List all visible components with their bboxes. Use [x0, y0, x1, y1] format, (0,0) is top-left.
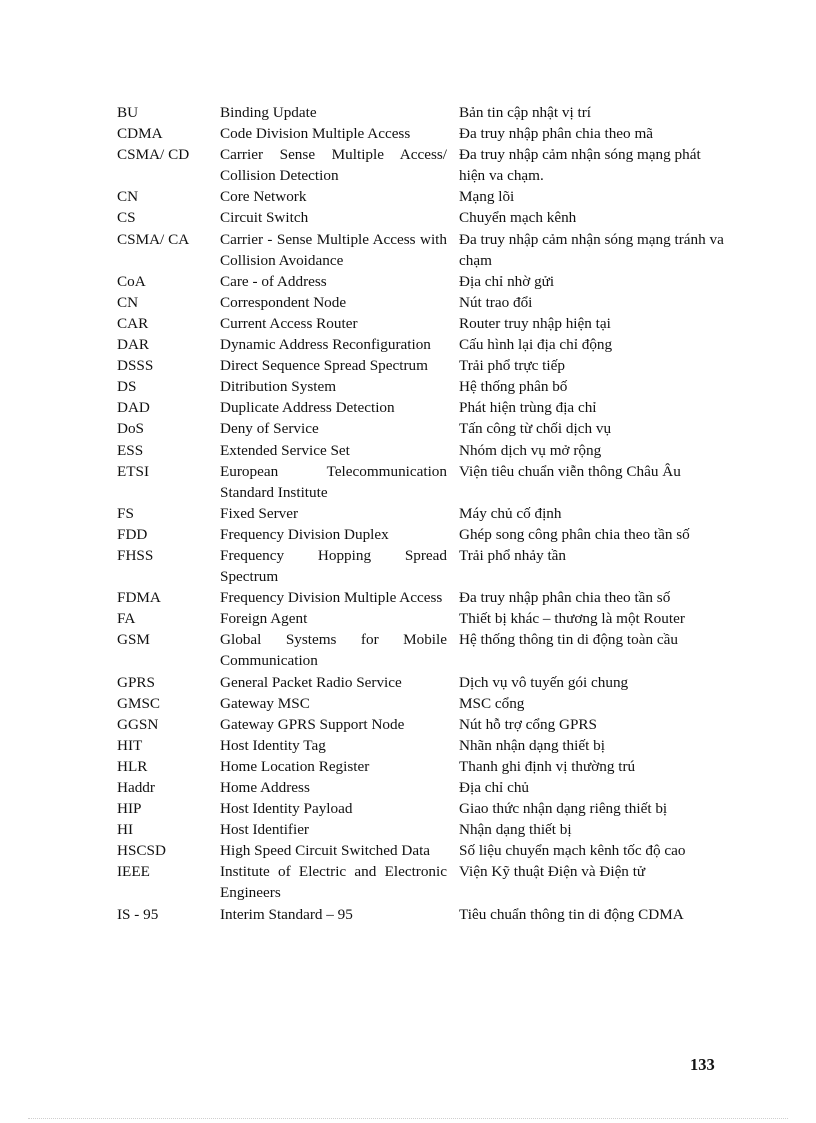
abbreviation-vietnamese: Nhận dạng thiết bị — [459, 821, 572, 839]
abbreviation-term: DS — [117, 378, 137, 396]
abbreviation-row — [117, 503, 729, 524]
abbreviation-row — [117, 524, 729, 545]
abbreviation-row — [117, 693, 729, 714]
page-number: 133 — [690, 1055, 715, 1074]
abbreviation-term: HSCSD — [117, 842, 166, 860]
abbreviation-term: FA — [117, 610, 136, 628]
abbreviation-row — [117, 229, 729, 271]
abbreviation-vietnamese: Nút hỗ trợ cổng GPRS — [459, 715, 597, 733]
abbreviation-english: Care - of Address — [220, 272, 327, 290]
abbreviation-row — [117, 714, 729, 735]
abbreviation-term: GPRS — [117, 673, 155, 691]
abbreviation-english: Carrier - Sense Multiple Access with Collision Avoidance — [220, 230, 447, 269]
abbreviation-row — [117, 904, 729, 925]
abbreviation-english: Extended Service Set — [220, 441, 350, 459]
abbreviation-vietnamese: Hệ thống phân bố — [459, 378, 568, 396]
abbreviation-term: Haddr — [117, 779, 155, 796]
abbreviation-term: CAR — [117, 314, 149, 332]
abbreviation-vietnamese: Trải phổ nhảy tần — [459, 546, 567, 564]
abbreviation-vietnamese: Tiêu chuẩn thông tin di động CDMA — [459, 905, 684, 923]
abbreviation-term: IS - 95 — [117, 905, 159, 923]
abbreviation-term: ESS — [117, 441, 144, 459]
abbreviation-english: Frequency Division Duplex — [220, 525, 389, 543]
abbreviation-english: General Packet Radio Service — [220, 673, 402, 691]
abbreviation-vietnamese: Viện tiêu chuẩn viễn thông Châu Âu — [459, 462, 681, 480]
abbreviation-row — [117, 292, 729, 313]
abbreviation-english: Interim Standard – 95 — [220, 905, 353, 923]
abbreviation-english: Global Systems for Mobile Communication — [220, 631, 447, 670]
abbreviation-row — [117, 608, 729, 629]
abbreviation-row — [117, 271, 729, 292]
abbreviation-vietnamese: Thanh ghi định vị thường trú — [459, 757, 636, 775]
abbreviation-vietnamese: Đa truy nhập phân chia theo tần số — [459, 589, 671, 607]
abbreviation-vietnamese: Chuyển mạch kênh — [459, 209, 577, 227]
abbreviation-row — [117, 418, 729, 439]
abbreviation-term: BU — [117, 104, 139, 121]
abbreviation-vietnamese: Bản tin cập nhật vị trí — [459, 104, 592, 121]
abbreviation-vietnamese: Địa chỉ chủ — [459, 779, 530, 796]
abbreviation-vietnamese: Router truy nhập hiện tại — [459, 314, 611, 332]
abbreviation-english: Dynamic Address Reconfiguration — [220, 336, 431, 354]
abbreviation-vietnamese: Địa chỉ nhờ gửi — [459, 272, 555, 290]
abbreviation-vietnamese: Tấn công từ chối dịch vụ — [459, 420, 612, 438]
abbreviation-vietnamese: Giao thức nhận dạng riêng thiết bị — [459, 800, 668, 818]
abbreviation-row — [117, 545, 729, 587]
abbreviation-term: CSMA/ CD — [117, 146, 190, 164]
abbreviation-term: FHSS — [117, 546, 154, 564]
abbreviation-english: High Speed Circuit Switched Data — [220, 842, 431, 860]
abbreviation-english: Circuit Switch — [220, 209, 309, 227]
abbreviation-english: Host Identifier — [220, 821, 309, 839]
abbreviation-english: Deny of Service — [220, 420, 319, 438]
abbreviation-english: Foreign Agent — [220, 610, 308, 628]
abbreviation-row — [117, 186, 729, 207]
abbreviation-vietnamese: Viện Kỹ thuật Điện và Điện tử — [459, 863, 646, 881]
abbreviation-term: DSSS — [117, 357, 154, 375]
abbreviation-row — [117, 798, 729, 819]
abbreviation-english: Host Identity Payload — [220, 800, 353, 818]
abbreviation-vietnamese: Đa truy nhập cảm nhận sóng mạng phát hiện va chạm. — [459, 146, 701, 185]
abbreviation-english: Frequency Hopping Spread Spectrum — [220, 546, 447, 586]
abbreviation-term: CN — [117, 188, 139, 206]
abbreviation-english: Home Address — [220, 779, 310, 796]
abbreviation-term: ETSI — [117, 462, 150, 480]
abbreviation-table-body — [117, 102, 729, 925]
abbreviation-row — [117, 672, 729, 693]
abbreviation-term: CSMA/ CA — [117, 230, 190, 248]
abbreviation-term: FDD — [117, 525, 148, 543]
abbreviation-row — [117, 840, 729, 861]
abbreviation-english: Ditribution System — [220, 378, 337, 396]
abbreviation-term: HIP — [117, 800, 142, 818]
abbreviation-row — [117, 207, 729, 228]
abbreviation-english: European Telecommunication Standard Institute — [220, 462, 447, 501]
abbreviation-english: Duplicate Address Detection — [220, 399, 395, 417]
abbreviation-term: DAR — [117, 336, 150, 354]
footer-divider — [28, 1118, 788, 1119]
abbreviation-english: Frequency Division Multiple Access — [220, 589, 443, 607]
abbreviation-row — [117, 735, 729, 756]
abbreviation-english: Gateway MSC — [220, 694, 310, 712]
abbreviation-term: HIT — [117, 736, 143, 754]
abbreviation-english: Code Division Multiple Access — [220, 125, 411, 143]
abbreviation-row — [117, 355, 729, 376]
abbreviation-english: Core Network — [220, 188, 307, 206]
abbreviation-vietnamese: Nhóm dịch vụ mở rộng — [459, 441, 602, 459]
abbreviation-vietnamese: Thiết bị khác – thương là một Router — [459, 610, 685, 628]
abbreviation-vietnamese: Cấu hình lại địa chỉ động — [459, 336, 613, 354]
abbreviation-vietnamese: Máy chủ cố định — [459, 504, 562, 522]
abbreviation-english: Carrier Sense Multiple Access/ Collision Detection — [220, 146, 447, 185]
abbreviation-vietnamese: Nút trao đổi — [459, 293, 533, 311]
abbreviation-row — [117, 629, 729, 671]
abbreviation-row — [117, 397, 729, 418]
abbreviation-vietnamese: Trải phổ trực tiếp — [459, 357, 565, 375]
abbreviation-vietnamese: Ghép song công phân chia theo tần số — [459, 525, 690, 543]
abbreviation-term: HI — [117, 821, 134, 839]
abbreviation-english: Gateway GPRS Support Node — [220, 715, 405, 733]
abbreviation-term: CN — [117, 293, 139, 311]
abbreviation-vietnamese: Nhãn nhận dạng thiết bị — [459, 736, 605, 754]
abbreviation-vietnamese: MSC cổng — [459, 694, 525, 712]
abbreviation-english: Direct Sequence Spread Spectrum — [220, 357, 428, 375]
abbreviation-english: Binding Update — [220, 104, 317, 121]
abbreviation-row — [117, 756, 729, 777]
abbreviation-term: GMSC — [117, 694, 161, 712]
abbreviation-row — [117, 777, 729, 798]
abbreviation-row — [117, 376, 729, 397]
abbreviation-vietnamese: Dịch vụ vô tuyến gói chung — [459, 673, 629, 691]
abbreviation-english: Home Location Register — [220, 757, 370, 775]
abbreviation-term: GGSN — [117, 715, 159, 733]
abbreviation-row — [117, 313, 729, 334]
abbreviation-english: Institute of Electric and Electronic Engineers — [220, 863, 447, 902]
abbreviation-term: FS — [117, 504, 134, 522]
abbreviation-term: CoA — [117, 272, 146, 290]
abbreviation-vietnamese: Mạng lõi — [459, 188, 515, 206]
abbreviation-term: GSM — [117, 631, 150, 649]
abbreviation-term: HLR — [117, 757, 148, 775]
abbreviation-row — [117, 461, 729, 503]
abbreviation-english: Current Access Router — [220, 314, 358, 332]
abbreviation-row — [117, 440, 729, 461]
abbreviation-english: Correspondent Node — [220, 293, 347, 311]
abbreviation-vietnamese: Số liệu chuyển mạch kênh tốc độ cao — [459, 842, 686, 860]
abbreviation-vietnamese: Hệ thống thông tin di động toàn cầu — [459, 631, 678, 649]
abbreviation-table — [117, 102, 729, 925]
abbreviation-term: DAD — [117, 399, 150, 417]
abbreviation-row — [117, 102, 729, 123]
abbreviation-term: FDMA — [117, 589, 161, 607]
abbreviation-row — [117, 334, 729, 355]
abbreviation-row — [117, 123, 729, 144]
abbreviation-vietnamese: Đa truy nhập phân chia theo mã — [459, 125, 653, 143]
abbreviation-term: IEEE — [117, 863, 150, 881]
abbreviation-term: CDMA — [117, 125, 163, 143]
abbreviation-english: Fixed Server — [220, 504, 299, 522]
abbreviation-row — [117, 144, 729, 186]
abbreviation-row — [117, 819, 729, 840]
abbreviation-term: DoS — [117, 420, 145, 438]
abbreviation-english: Host Identity Tag — [220, 736, 326, 754]
abbreviation-vietnamese: Đa truy nhập cảm nhận sóng mạng tránh va chạm — [459, 230, 724, 269]
abbreviation-vietnamese: Phát hiện trùng địa chỉ — [459, 399, 597, 417]
abbreviation-row — [117, 587, 729, 608]
abbreviation-row — [117, 861, 729, 903]
abbreviation-term: CS — [117, 209, 136, 227]
